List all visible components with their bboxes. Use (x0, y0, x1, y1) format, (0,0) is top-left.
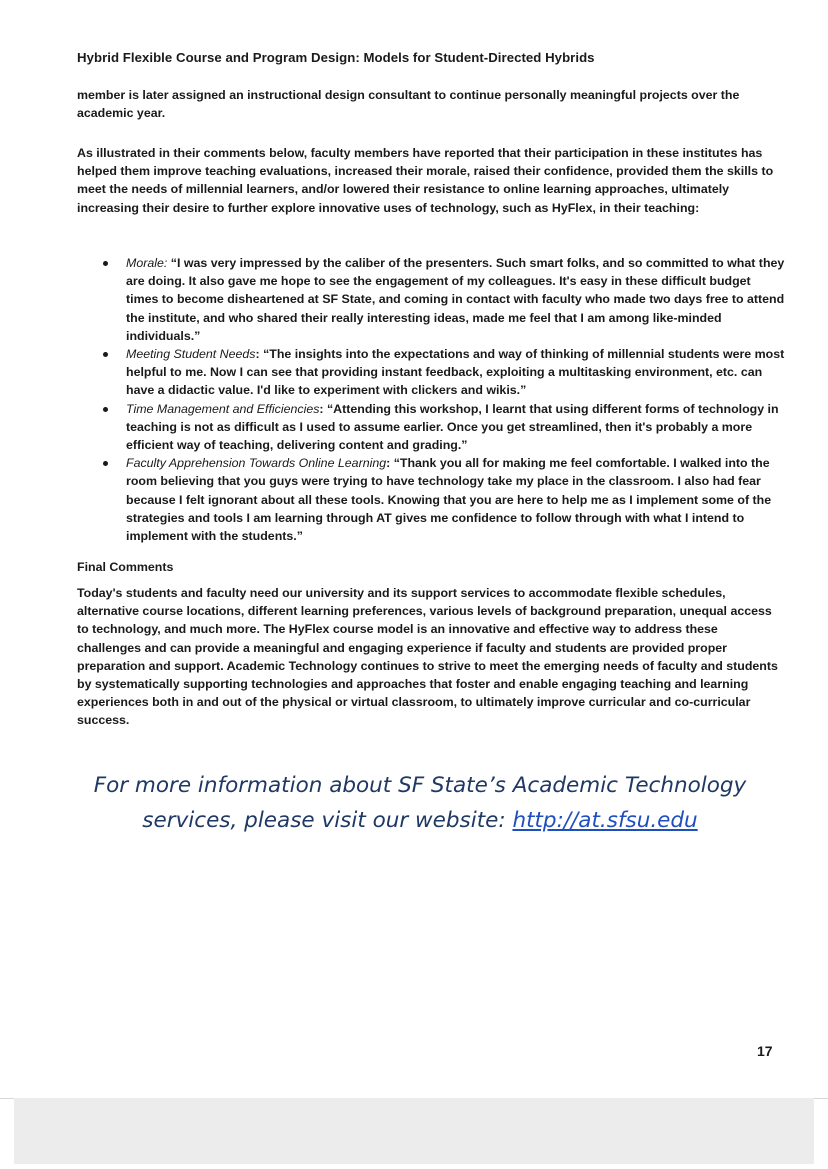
website-callout (90, 768, 750, 838)
website-link[interactable]: http://at.sfsu.edu (512, 808, 698, 833)
testimonial-quote: “I was very impressed by the caliber of the presenters. Such smart folks, and so committed to what they are doing. It also gave me hope to see the engagement of my colleagues. It's easy in these difficult budget times to become disheartened at SF State, and coming in contact with faculty who made two days free to attend the institute, and who shared their really interesting ideas, made me feel that I am among like-minded individuals.” (126, 256, 785, 343)
testimonial-quote: : “The insights into the expectations and way of thinking of millennial students were most helpful to me. Now I can see that providing instant feedback, exploiting a multitasking environment, etc. can have a didactic value. I'd like to experiment with clickers and wikis.” (126, 347, 785, 398)
testimonial-label: Time Management and Efficiencies (126, 401, 320, 416)
testimonial-apprehension (126, 454, 786, 545)
testimonial-label: Meeting Student Needs (126, 347, 256, 362)
testimonial-label: Morale: (126, 256, 168, 270)
paragraph-continuation: member is later assigned an instructional design consultant to continue personally meaningful projects over the academic year. (77, 88, 740, 121)
paragraph-final-comments: Today's students and faculty need our university and its support services to accommodate flexible schedules, alternative course locations, different learning preferences, various levels of background preparation, unequal access to technology, and much more. The HyFlex course model is an innovative and effective way to address these challenges and can provide a meaningful and engaging experience if faculty and students are provided proper preparation and support. Academic Technology continues to strive to meet the emerging needs of faculty and students by systematically supporting technologies and approaches that foster and enable engaging teaching and learning experiences both in and out of the physical or virtual classroom, to ultimately improve curricular and co-curricular success. (77, 586, 778, 728)
callout-line-2 (90, 803, 750, 838)
testimonial-time-management (126, 400, 786, 455)
scan-footer-band (14, 1098, 814, 1164)
callout-line-1: For more information about SF State’s Academic Technology (93, 773, 747, 798)
callout-line-2-prefix: services, please visit our website: (142, 808, 513, 833)
testimonial-quote: : “Thank you all for making me feel comfortable. I walked into the room believing that you guys were trying to have technology take my place in the classroom. I also had fear because I felt ignorant about all these tools. Knowing that you are here to help me as I implement some of the strategies and tools I am learning through AT gives me confidence to follow through with what I intend to implement with the students.” (126, 456, 772, 544)
running-header: Hybrid Flexible Course and Program Design: Models for Student-Directed Hybrids (77, 50, 595, 65)
testimonial-student-needs (126, 345, 786, 400)
page-number: 17 (757, 1043, 773, 1059)
testimonial-morale (126, 254, 786, 345)
section-heading-final-comments: Final Comments (77, 560, 174, 574)
testimonial-list (126, 254, 786, 545)
testimonial-quote: : “Attending this workshop, I learnt that using different forms of technology in teaching is not as difficult as I used to assume earlier. Once you get streamlined, then it's probably a more efficient way of teaching, delivering content and grading.” (126, 401, 779, 453)
testimonial-label: Faculty Apprehension Towards Online Learning (126, 456, 387, 471)
paragraph-faculty-reports: As illustrated in their comments below, faculty members have reported that their participation in these institutes has helped them improve teaching evaluations, increased their morale, raised their confidence, provided them the skills to meet the needs of millennial learners, and/or lowered their resistance to online learning approaches, ultimately increasing their desire to further explore innovative uses of technology, such as HyFlex, in their teaching: (77, 146, 774, 215)
